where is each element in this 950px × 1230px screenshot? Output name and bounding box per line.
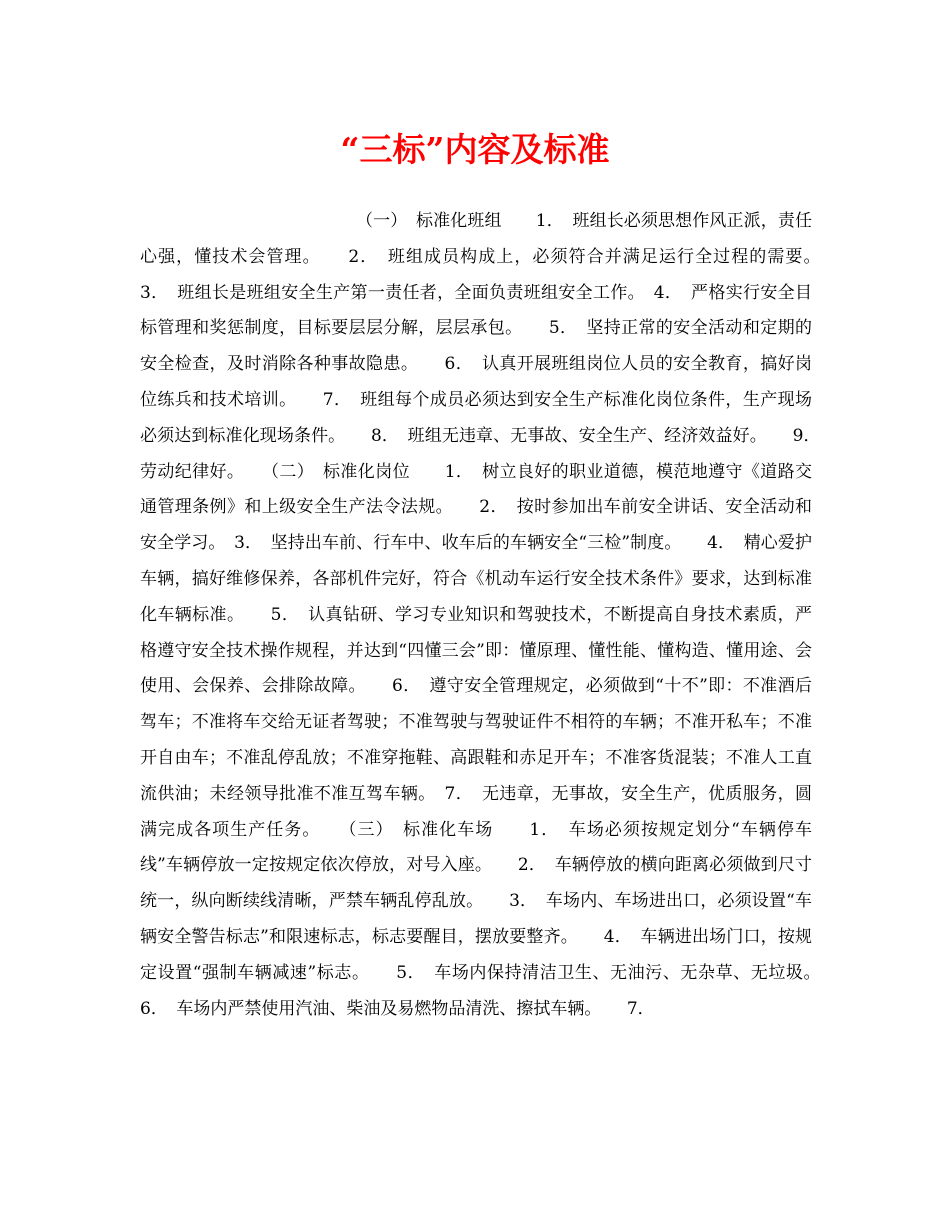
document-body-paragraph: （一） 标准化班组 1． 班组长必须思想作风正派，责任心强，懂技术会管理。 2． 班组成员构成上，必须符合并满足运行全过程的需要。 3． 班组长是班组安全生产第一责任者，全面负责班组安全工作。 4． 严格实行安全目标管理和奖惩制度，目标要层层分解，层层承包。 5． 坚持正常的安全活动和定期的安全检查，及时消除各种事故隐患。 6． 认真开展班组岗位人员的安全教育，搞好岗位练兵和技术培训。 7． 班组每个成员必须达到安全生产标准化岗位条件，生产现场必须达到标准化现场条件。 8． 班组无违章、无事故、安全生产、经济效益好。 9． 劳动纪律好。 （二） 标准化岗位 1． 树立良好的职业道德，模范地遵守《道路交通管理条例》和上级安全生产法令法规。 2． 按时参加出车前安全讲话、安全活动和安全学习。 3． 坚持出车前、行车中、收车后的车辆安全“三检”制度。 4． 精心爱护车辆，搞好维修保养，各部机件完好，符合《机动车运行安全技术条件》要求，达到标准化车辆标准。 5． 认真钻研、学习专业知识和驾驶技术，不断提高自身技术素质，严格遵守安全技术操作规程，并达到“四懂三会”即：懂原理、懂性能、懂构造、懂用途、会使用、会保养、会排除故障。 6． 遵守安全管理规定，必须做到“十不”即：不准酒后驾车；不准将车交给无证者驾驶；不准驾驶与驾驶证件不相符的车辆；不准开私车；不准开自由车；不准乱停乱放；不准穿拖鞋、高跟鞋和赤足开车；不准客货混装；不准人工直流供油；未经领导批准不准互驾车辆。 7． 无违章，无事故，安全生产，优质服务，圆满完成各项生产任务。 （三） 标准化车场 1． 车场必须按规定划分“车辆停车线”车辆停放一定按规定依次停放，对号入座。 2． 车辆停放的横向距离必须做到尺寸统一，纵向断续线清晰，严禁车辆乱停乱放。 3． 车场内、车场进出口，必须设置“车辆安全警告标志”和限速标志，标志要醒目，摆放要整齐。 4． 车辆进出场门口，按规定设置“强制车辆减速”标志。 5． 车场内保持清洁卫生、无油污、无杂草、无垃圾。 6． 车场内严禁使用汽油、柴油及易燃物品清洗、擦拭车辆。 7． xyxy=(140,211,846,1019)
document-title: “三标”内容及标准 xyxy=(340,130,610,169)
